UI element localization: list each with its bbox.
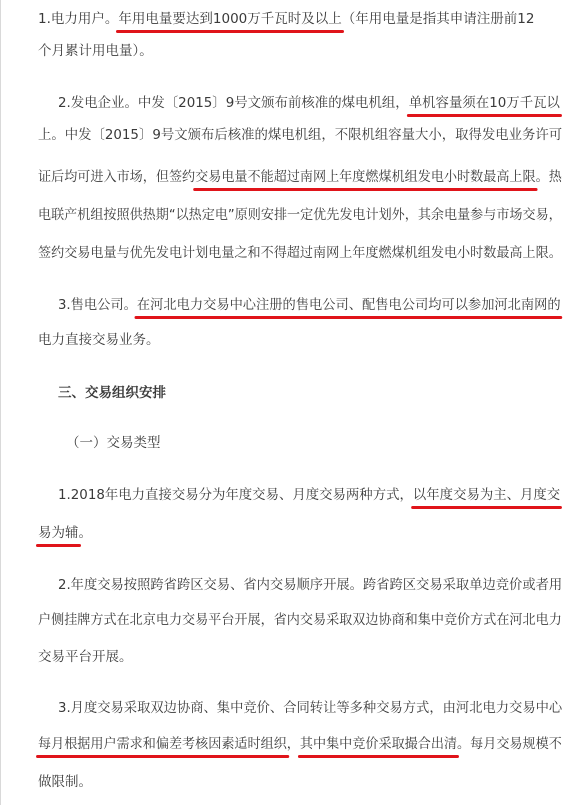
- left-border: [0, 0, 1, 805]
- p3-line1: [58, 295, 561, 315]
- p4-line2: [38, 523, 92, 543]
- p6-line3: 做限制。: [38, 774, 92, 790]
- p4-line1-pre: 1.2018年电力直接交易分为年度交易、月度交易两种方式，: [58, 487, 413, 503]
- p2-line3-pre: 证后均可进入市场，但签约: [38, 169, 196, 185]
- p2-underlined-limit: 交易电量不能超过南网上年度燃煤机组发电小时数最高上限: [195, 169, 536, 185]
- p2-line1: [58, 93, 560, 113]
- p4-underlined-end: 易为辅: [38, 525, 79, 541]
- p5-line3: 交易平台开展。: [38, 649, 133, 665]
- p1-pre: 1.电力用户。: [38, 11, 119, 27]
- p2-line1-pre: 2.发电企业。中发〔2015〕9号文颁布前核准的煤电机组，: [58, 95, 409, 111]
- p2-underlined-capacity: 单机容量须在10万千瓦以: [408, 95, 560, 111]
- p2-line3: [38, 167, 562, 187]
- p6-line2-mid: ，: [286, 736, 300, 752]
- p4-underlined-phrase: 以年度交易为主、月度交: [412, 487, 561, 503]
- section-heading: 三、交易组织安排: [58, 385, 166, 401]
- p2-line5: 签约交易电量与优先发电计划电量之和不得超过南网上年度燃煤机组发电小时数最高上限。: [38, 245, 562, 261]
- p5-line2: 户侧挂牌方式在北京电力交易平台开展，省内交易采取双边协商和集中竞价方式在河北电力: [38, 612, 562, 628]
- p3-underlined-phrase: 在河北电力交易中心注册的售电公司、配售电公司均可以参加河北南网的: [136, 297, 561, 313]
- p1-line1: [38, 9, 534, 29]
- p2-line4: 电联产机组按照供热期“以热定电”原则安排一定优先发电计划外，其余电量参与市场交易，: [38, 207, 562, 223]
- p2-line3-post: 。热: [535, 169, 562, 185]
- p6-line1: 3.月度交易采取双边协商、集中竞价、合同转让等多种交易方式，由河北电力交易中心: [58, 700, 563, 716]
- p6-underlined-phrase2: 其中集中竞价采取撮合出清: [299, 736, 458, 752]
- p2-line2: 上。中发〔2015〕9号文颁布后核准的煤电机组，不限机组容量大小，取得发电业务许可: [38, 127, 563, 143]
- p4-line1: [58, 485, 560, 505]
- p6-line2: [38, 734, 562, 754]
- p6-underlined-phrase1: 每月根据用户需求和偏差考核因素适时组织: [38, 736, 287, 752]
- p1-line2: 个月累计用电量）。: [38, 43, 153, 59]
- p1-post: （年用电量是指其申请注册前12: [341, 11, 535, 27]
- p4-line2-post: 。: [78, 525, 92, 541]
- subsection-heading: （一）交易类型: [66, 435, 161, 451]
- p3-line1-pre: 3.售电公司。: [58, 297, 137, 313]
- p3-line2: 电力直接交易业务。: [38, 332, 160, 348]
- p1-underlined-phrase: 年用电量要达到1000万千瓦时及以上: [118, 11, 342, 27]
- p5-line1: 2.年度交易按照跨省跨区交易、省内交易顺序开展。跨省跨区交易采取单边竞价或者用: [58, 577, 563, 593]
- p6-line2-post: 。每月交易规模不: [457, 736, 562, 752]
